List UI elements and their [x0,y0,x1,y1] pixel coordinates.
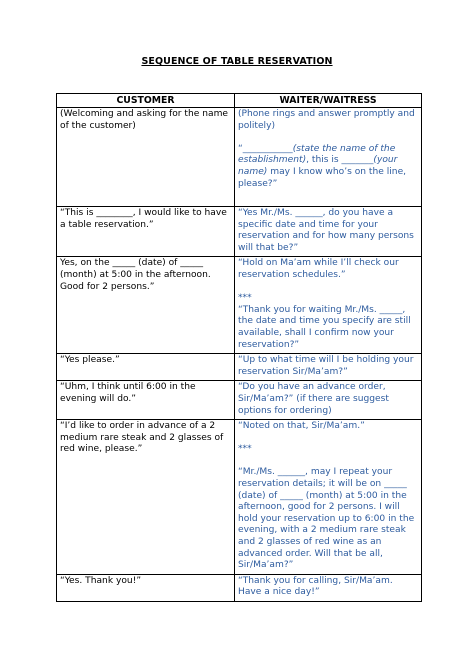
waiter-cell [235,257,422,354]
waiter-line: (Phone rings and answer promptly and politely) [238,109,418,131]
customer-cell [57,257,235,354]
customer-line: “Uhm, I think until 6:00 in the evening will do.” [60,382,199,404]
customer-cell [57,381,235,420]
waiter-separator: *** [238,444,252,455]
customer-cell [57,574,235,601]
column-header-waiter: WAITER/WAITRESS [235,94,422,108]
customer-line: “Yes. Thank you!” [60,575,142,586]
table-row [57,574,422,601]
column-header-customer: CUSTOMER [57,94,235,108]
reservation-table [56,93,422,602]
customer-cell [57,420,235,575]
waiter-line: “Thank you for calling, Sir/Ma’am. Have a nice day!” [238,575,396,598]
waiter-line: “Hold on Ma’am while I’ll check our reservation schedules.” [238,258,402,280]
customer-line: “This is ________, I would like to have a table reservation.” [60,208,230,230]
waiter-cell [235,381,422,420]
waiter-separator: *** [238,293,252,304]
customer-line: (Welcoming and asking for the name of the customer) [60,109,231,131]
customer-line: “I’d like to order in advance of a 2 medium rare steak and 2 glasses of red wine, please.” [60,421,227,455]
waiter-line: “Thank you for waiting Mr./Ms. _____, the date and time you specify are still available, shall I confirm now your reservation?” [238,304,414,350]
customer-cell [57,207,235,257]
customer-line: Yes, on the _____ (date) of _____ (month) at 5:00 in the afternoon. Good for 2 persons.” [60,258,214,292]
table-row [57,381,422,420]
customer-cell [57,354,235,381]
page-title: SEQUENCE OF TABLE RESERVATION [141,56,333,67]
table-header-row [57,94,422,108]
waiter-line: “Noted on that, Sir/Ma’am.” [238,421,365,432]
table-row [57,257,422,354]
table-row [57,420,422,575]
table-row [57,207,422,257]
waiter-line: “Up to what time will I be holding your reservation Sir/Ma’am?” [238,355,417,377]
waiter-cell [235,420,422,575]
table-row [57,354,422,381]
waiter-cell [235,207,422,257]
waiter-line: “Do you have an advance order, Sir/Ma’am?” (if there are suggest options for ordering) [238,382,392,416]
table-row [57,108,422,207]
customer-line: “Yes please.” [60,355,120,366]
waiter-line: “Yes Mr./Ms. ______, do you have a specific date and time for your reservation and for how many persons will that be?” [238,208,417,253]
waiter-line: “Mr./Ms. ______, may I repeat your reservation details; it will be on _____ (date) of _____ (month) at 5:00 in the afternoon, good for 2 persons. I will hold your reservation up to 6:00 in the evening, with a 2 medium rare steak and 2 glasses of red wine as an advanced order. Will that be all, Sir/Ma’am?” [238,467,418,571]
waiter-line: “___________(state the name of the establishment), this is _______(your name) may I know who’s on the line, please?” [238,143,409,189]
waiter-cell [235,108,422,207]
waiter-cell [235,574,422,601]
customer-cell [57,108,235,207]
waiter-cell [235,354,422,381]
